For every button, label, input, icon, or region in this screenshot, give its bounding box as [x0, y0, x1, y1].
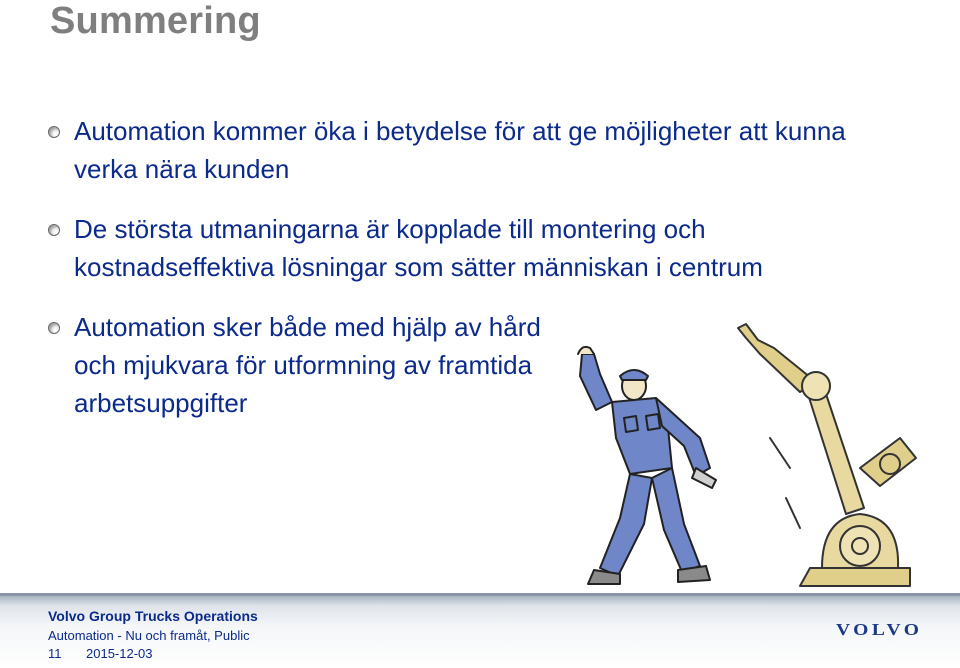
footer-date: 2015-12-03	[86, 646, 153, 661]
bullet-item	[48, 112, 888, 188]
bullet-dot-icon	[48, 126, 60, 138]
bullet-dot-icon	[48, 322, 60, 334]
footer-subtitle: Automation - Nu och framåt, Public	[48, 628, 250, 643]
bullet-text: De största utmaningarna är kopplade till montering och kostnadseffektiva lösningar som sätter människan i centrum	[74, 214, 763, 282]
bullet-text: Automation sker både med hjälp av hård och mjukvara för utformning av framtida arbetsuppgifter	[74, 312, 541, 418]
footer-company: Volvo Group Trucks Operations	[48, 608, 258, 624]
bullet-item	[48, 308, 554, 422]
slide-footer	[0, 593, 960, 668]
bullet-item	[48, 210, 888, 286]
worker-and-robot-illustration	[560, 318, 940, 593]
volvo-logo: VOLVO	[836, 620, 923, 639]
bullet-dot-icon	[48, 224, 60, 236]
bullet-text: Automation kommer öka i betydelse för att ge möjligheter att kunna verka nära kunden	[74, 116, 846, 184]
page-number: 11	[48, 646, 62, 661]
robot-arm-icon	[738, 324, 916, 586]
slide-title: Summering	[50, 0, 261, 42]
worker-figure-icon	[578, 347, 716, 584]
